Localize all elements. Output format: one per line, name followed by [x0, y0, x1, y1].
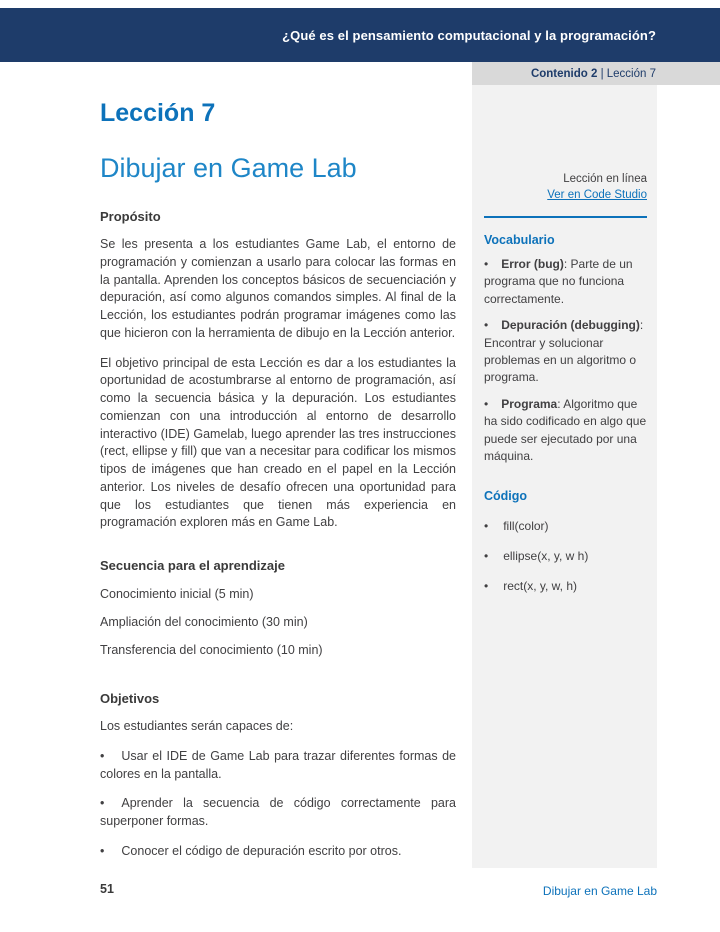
code-item-1: • fill(color)	[484, 519, 647, 533]
vocab-item-3	[484, 396, 647, 466]
code-item-3: • rect(x, y, w, h)	[484, 579, 647, 593]
code-heading: Código	[484, 489, 528, 504]
breadcrumb	[472, 62, 720, 85]
purpose-paragraph-1: Se les presenta a los estudiantes Game Lab, el entorno de programación y comienzan a usarlo para colocar las formas en la pantalla. Aprenden los conceptos básicos de secuenciación y depuración, así como algunos comandos simples. Al final de la Lección, los estudiantes podrán programar imágenes como las que hicieron con la herramienta de dibujo en la Lección anterior.	[100, 237, 456, 340]
sidebar-divider	[484, 216, 647, 218]
breadcrumb-unit: Contenido 2	[530, 67, 598, 80]
vocabulary-heading: Vocabulario	[484, 233, 555, 247]
vocab-definition-3: : Algoritmo que ha sido codificado en algo que puede ser ejecutado por una máquina.	[484, 396, 647, 463]
vocab-item-1	[484, 256, 647, 308]
page-title: Dibujar en Game Lab	[100, 152, 357, 183]
objectives-intro: Los estudiantes serán capaces de:	[100, 719, 294, 734]
vocab-definition-1: : Parte de un programa que no funciona correctamente.	[484, 257, 633, 306]
vocab-term-1: Error (bug)	[501, 257, 564, 271]
sequence-item-1: Conocimiento inicial (5 min)	[100, 587, 254, 602]
code-studio-link[interactable]: Ver en Code Studio	[547, 189, 647, 201]
sequence-item-2: Ampliación del conocimiento (30 min)	[100, 615, 308, 630]
objective-item-3: • Conocer el código de depuración escrito por otros.	[100, 843, 456, 861]
purpose-paragraph-2: El objetivo principal de esta Lección es dar a los estudiantes la oportunidad de acostumbrarse al entorno de programación, así como la secuencia básica y la depuración. Los estudiantes comienzan con una introducción al entorno de desarrollo interactivo (IDE) Gamelab, luego aprender las tres instrucciones (rect, ellipse y fill) que van a necesitar para codificar los mismos tipos de imágenes que han creado en el papel en la Lección anterior. Los niveles de desafío ofrecen una oportunidad para que los estudiantes que tienen más experiencia en programación exploren más en Game Lab.	[100, 355, 456, 530]
objective-item-1: • Usar el IDE de Game Lab para trazar diferentes formas de colores en la pantalla.	[100, 748, 456, 784]
header-title: ¿Qué es el pensamiento computacional y la programación?	[282, 27, 656, 43]
header-bar	[0, 8, 720, 62]
main-content	[100, 100, 456, 861]
online-lesson-label: Lección en línea	[563, 173, 647, 185]
lesson-number-heading: Lección 7	[100, 99, 216, 127]
footer-title: Dibujar en Game Lab	[542, 884, 657, 898]
sequence-item-3: Transferencia del conocimiento (10 min)	[100, 643, 323, 658]
vocab-definition-2: : Encontrar y solucionar problemas en un algoritmo o programa.	[484, 318, 644, 385]
vocab-term-3: Programa	[501, 396, 558, 411]
purpose-heading: Propósito	[100, 209, 161, 225]
page-number: 51	[100, 882, 114, 896]
sequence-heading: Secuencia para el aprendizaje	[100, 558, 285, 574]
breadcrumb-lesson: | Lección 7	[597, 67, 656, 80]
sidebar	[472, 85, 657, 868]
objective-item-2: • Aprender la secuencia de código correctamente para superponer formas.	[100, 795, 456, 831]
vocab-item-2	[484, 317, 647, 387]
objectives-heading: Objetivos	[100, 691, 160, 707]
vocab-term-2: Depuración (debugging)	[501, 318, 640, 333]
code-item-2: • ellipse(x, y, w h)	[484, 549, 647, 563]
